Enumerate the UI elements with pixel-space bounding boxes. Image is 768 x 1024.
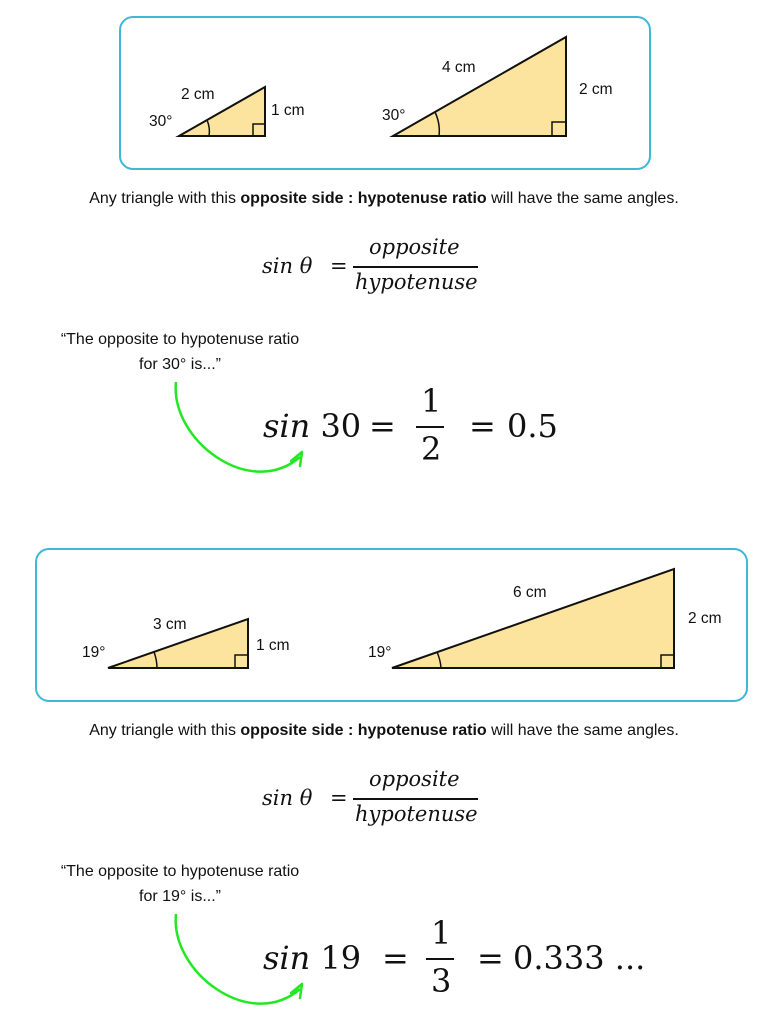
small-hyp-label: 3 cm [153, 616, 187, 633]
large-angle-label: 30° [382, 107, 406, 124]
result-value: 0.5 [507, 407, 558, 445]
large-opp-label: 2 cm [579, 81, 613, 98]
result-denominator: 3 [431, 962, 452, 1000]
same-angles-statement: Any triangle with this opposite side : hypotenuse ratio will have the same angles. [89, 190, 679, 207]
small-opp-label: 1 cm [271, 102, 305, 119]
formula-numerator: opposite [369, 767, 460, 791]
formula-denominator: hypotenuse [355, 270, 478, 294]
same-angles-statement: Any triangle with this opposite side : hypotenuse ratio will have the same angles. [89, 722, 679, 739]
ratio-quote: “The opposite to hypotenuse ratio for 19° is...” [60, 863, 300, 905]
small-opp-label: 1 cm [256, 637, 290, 654]
formula-denominator: hypotenuse [355, 802, 478, 826]
large-hyp-label: 6 cm [513, 584, 547, 601]
formula-numerator: opposite [369, 235, 460, 259]
small-hyp-label: 2 cm [181, 86, 215, 103]
result-value: 0.333 ... [513, 939, 646, 977]
large-opp-label: 2 cm [688, 610, 722, 627]
ratio-quote: “The opposite to hypotenuse ratio for 30° is...” [60, 331, 300, 373]
small-angle-label: 30° [149, 113, 173, 130]
result-denominator: 2 [421, 430, 442, 468]
small-angle-label: 19° [82, 644, 106, 661]
large-hyp-label: 4 cm [442, 59, 476, 76]
result-numerator: 1 [431, 914, 452, 952]
result-fraction-bar [426, 958, 454, 960]
result-numerator: 1 [421, 382, 442, 420]
large-angle-label: 19° [368, 644, 392, 661]
